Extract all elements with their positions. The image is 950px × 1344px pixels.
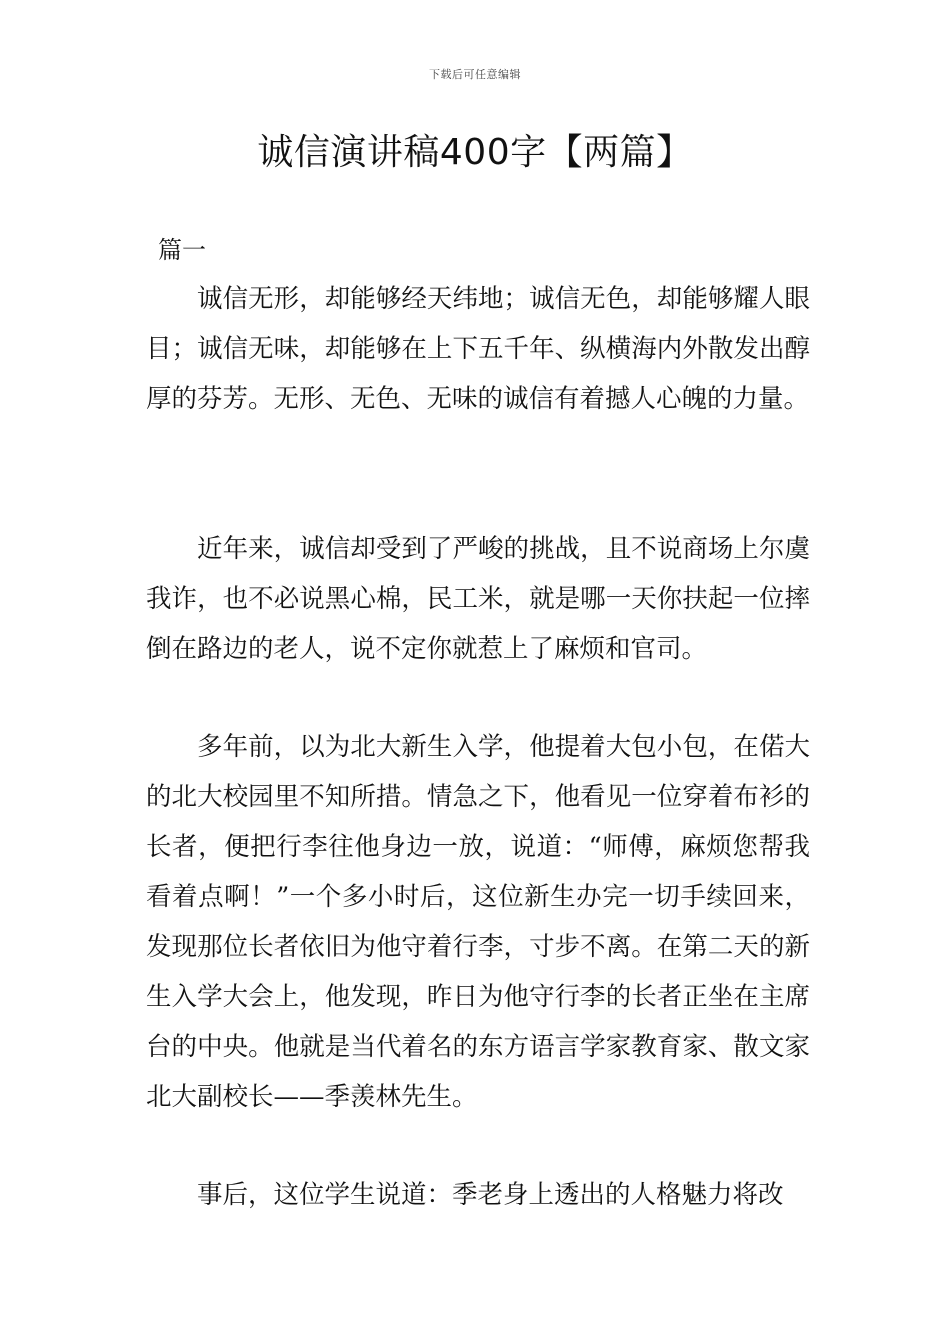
header-note: 下载后可任意编辑 xyxy=(429,68,521,81)
paragraph-1 xyxy=(146,274,810,424)
paragraph-text: 多年前，以为北大新生入学，他提着大包小包，在偌大的北大校园里不知所措。情急之下，他看见一位穿着布衫的长者，便把行李往他身边一放，说道：“师傅，麻烦您帮我看着点啊！”一个多小时后，这位新生办完一切手续回来，发现那位长者依旧为他守着行李，寸步不离。在第二天的新生入学大会上，他发现，昨日为他守行李的长者正坐在主席台的中央。他就是当代着名的东方语言学家教育家、散文家北大副校长——季羡林先生。 xyxy=(146,732,810,1112)
paragraph-3 xyxy=(146,722,810,1122)
paragraph-text: 事后，这位学生说道：季老身上透出的人格魅力将改 xyxy=(197,1180,784,1210)
paragraph-text: 近年来，诚信却受到了严峻的挑战，且不说商场上尔虞我诈，也不必说黑心棉，民工米，就是哪一天你扶起一位摔倒在路边的老人，说不定你就惹上了麻烦和官司。 xyxy=(146,534,810,664)
paragraph-4 xyxy=(146,1170,810,1220)
paragraph-text: 诚信无形，却能够经天纬地；诚信无色，却能够耀人眼目；诚信无味，却能够在上下五千年、纵横海内外散发出醇厚的芬芳。无形、无色、无味的诚信有着撼人心魄的力量。 xyxy=(146,284,810,414)
document-title: 诚信演讲稿400字【两篇】 xyxy=(257,132,693,173)
paragraph-2 xyxy=(146,524,810,674)
section-label: 篇一 xyxy=(158,236,206,264)
